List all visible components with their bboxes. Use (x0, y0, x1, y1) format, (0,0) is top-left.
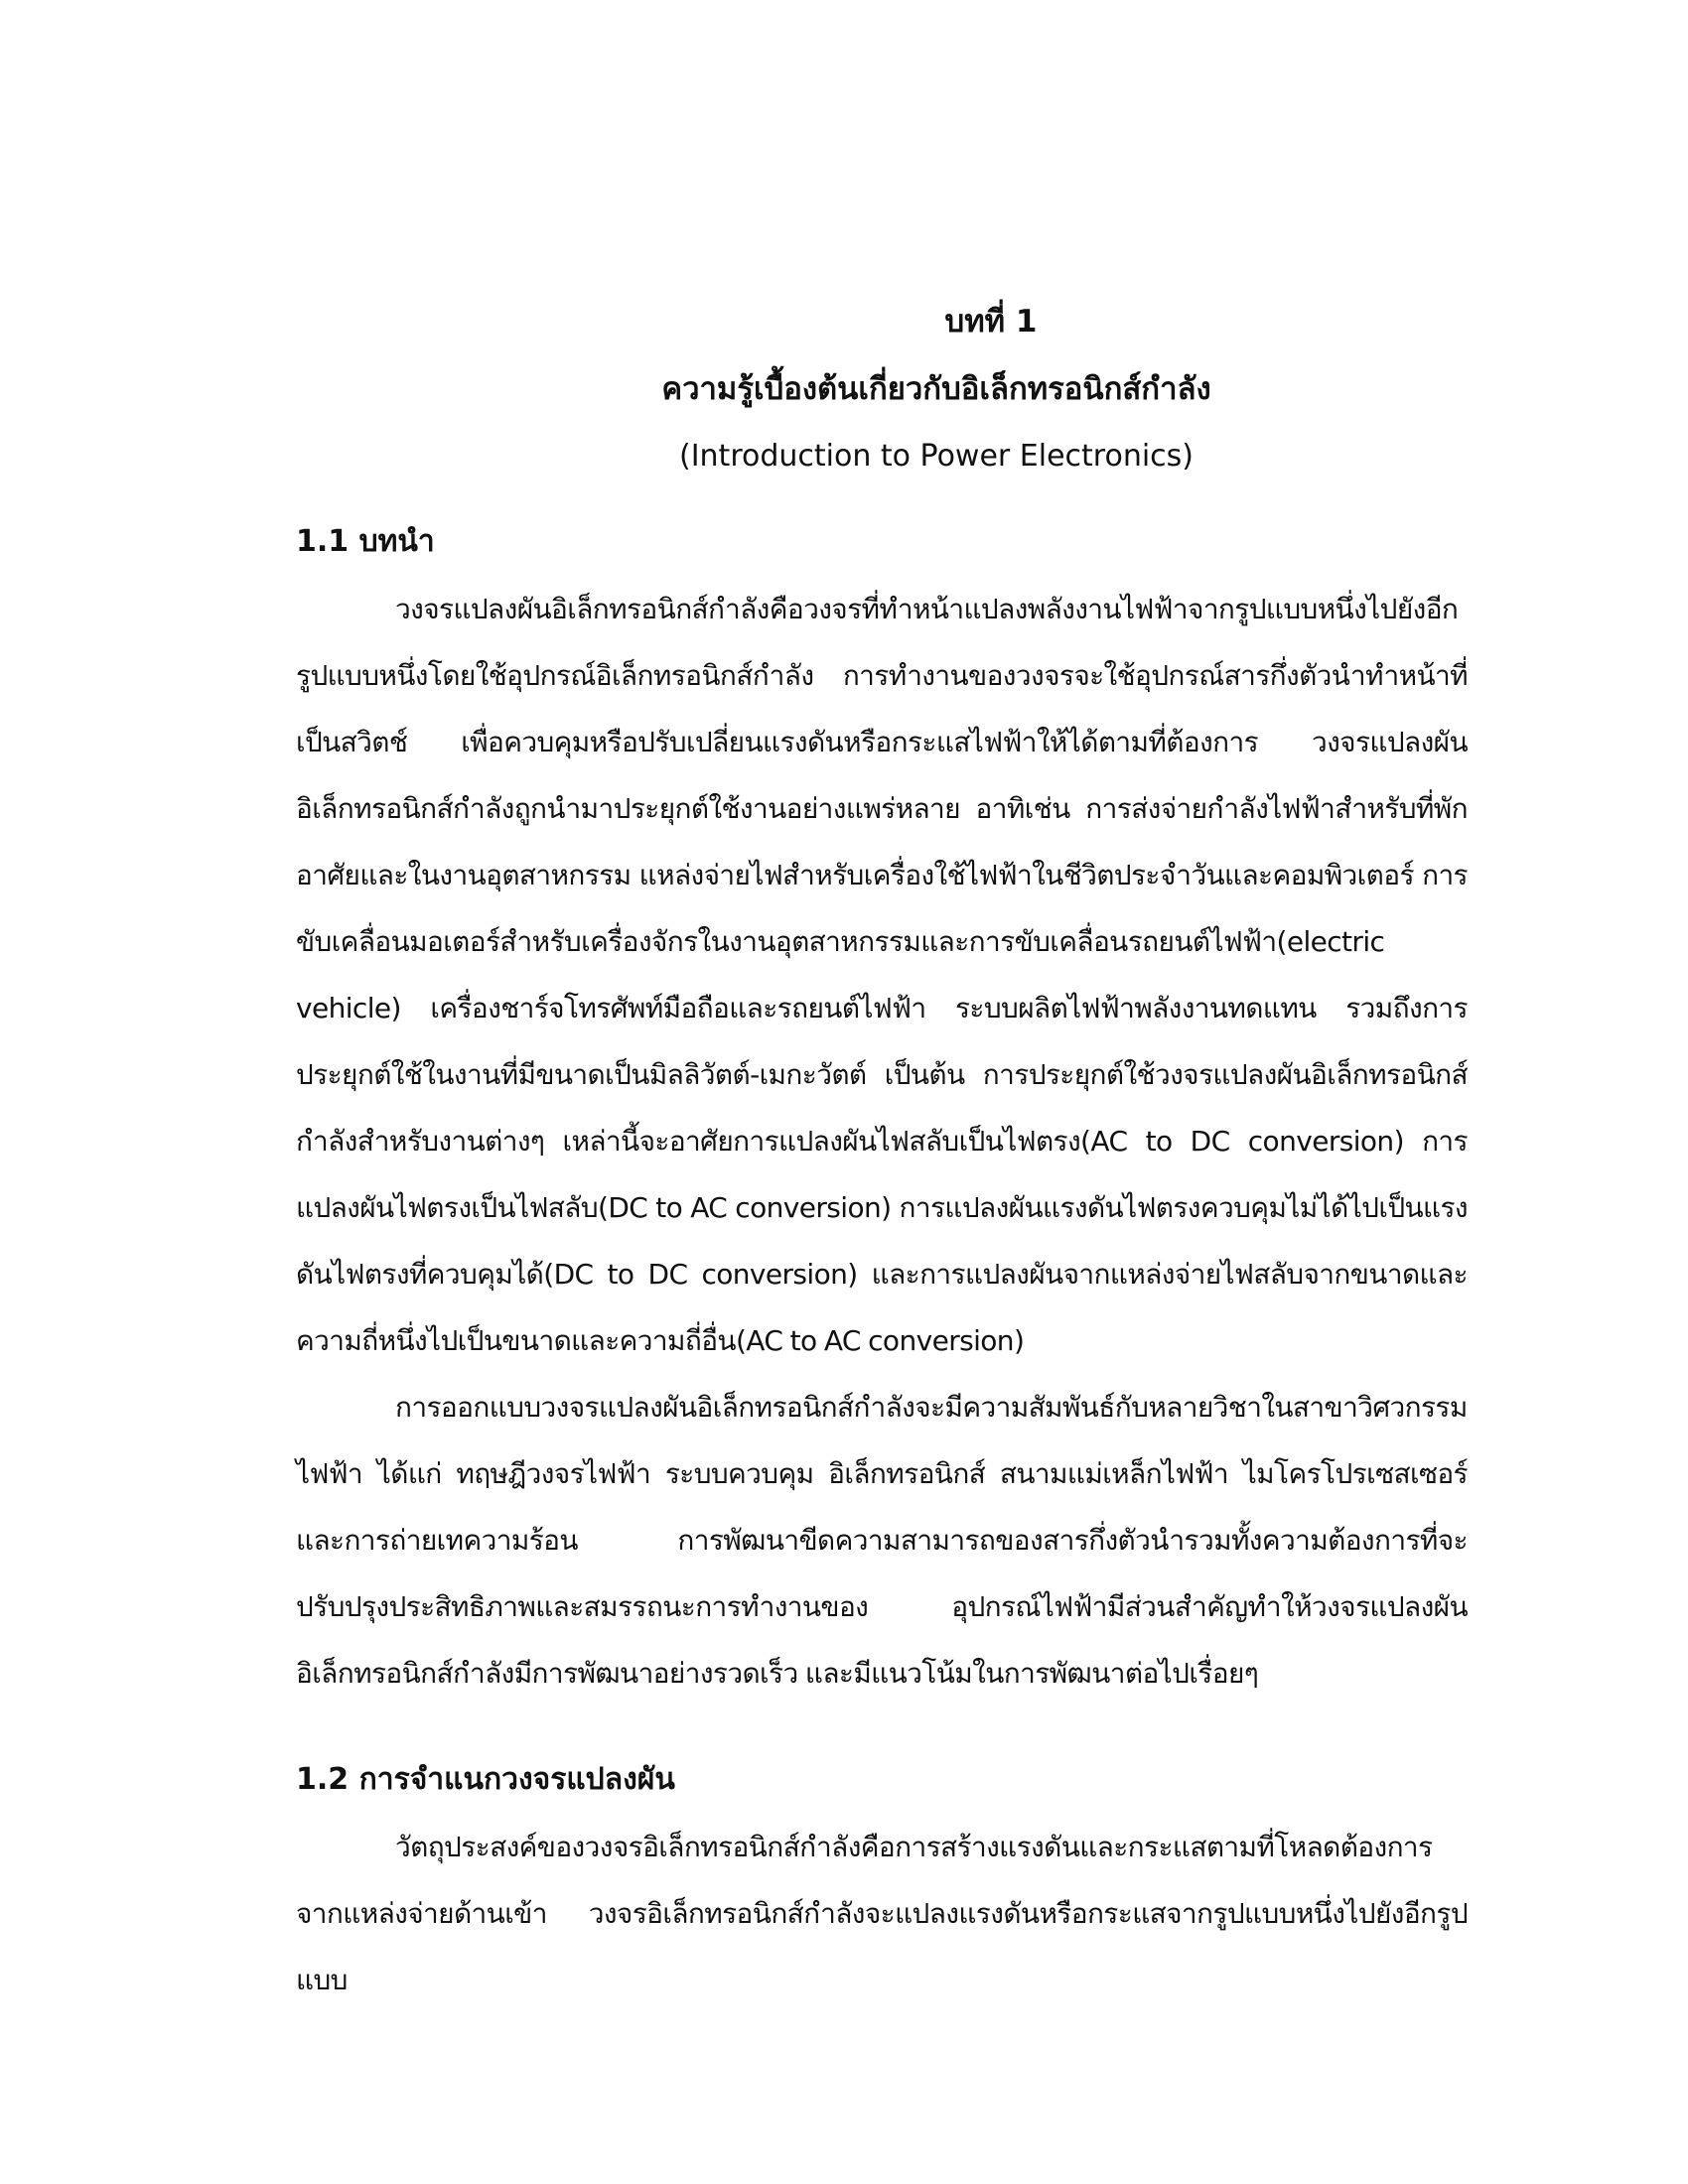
paragraph: การออกแบบวงจรแปลงผันอิเล็กทรอนิกส์กำลังจะมีความสัมพันธ์กับหลายวิชาในสาขาวิศวกรรมไฟฟ้า ได้แก่ ทฤษฎีวงจรไฟฟ้า ระบบควบคุม อิเล็กทรอนิกส์ สนามแม่เหล็กไฟฟ้า ไมโครโปรเซสเซอร์ และการถ่ายเทความร้อน การพัฒนาขีดความสามารถของสารกึ่งตัวนำรวมทั้งความต้องการที่จะปรับปรุงประสิทธิภาพและสมรรถนะการทำงานของ อุปกรณ์ไฟฟ้ามีส่วนสำคัญทำให้วงจรแปลงผันอิเล็กทรอนิกส์กำลังมีการพัฒนาอย่างรวดเร็ว และมีแนวโน้มในการพัฒนาต่อไปเรื่อยๆ (296, 1391, 1468, 1690)
section-heading: 1.2 การจำแนกวงจรแปลงผัน (296, 1762, 675, 1797)
section-converter-classification (296, 1746, 1468, 2013)
page-content (296, 288, 1468, 2013)
chapter-title: ความรู้เบื้องต้นเกี่ยวกับอิเล็กทรอนิกส์กำลัง (661, 371, 1211, 407)
section-introduction (296, 508, 1468, 1706)
chapter-number: บทที่ 1 (944, 304, 1038, 340)
paragraph: วัตถุประสงค์ของวงจรอิเล็กทรอนิกส์กำลังคือการสร้างแรงดันและกระแสตามที่โหลดต้องการจากแหล่งจ่ายด้านเข้า วงจรอิเล็กทรอนิกส์กำลังจะแปลงแรงดันหรือกระแสจากรูปแบบหนึ่งไปยังอีกรูปแบบ (296, 1831, 1468, 1996)
section-heading: 1.1 บทนำ (296, 524, 435, 559)
chapter-subtitle: (Introduction to Power Electronics) (678, 439, 1194, 474)
paragraph: วงจรแปลงผันอิเล็กทรอนิกส์กำลังคือวงจรที่ทำหน้าแปลงพลังงานไฟฟ้าจากรูปแบบหนึ่งไปยังอีกรูปแบบหนึ่งโดยใช้อุปกรณ์อิเล็กทรอนิกส์กำลัง การทำงานของวงจรจะใช้อุปกรณ์สารกึ่งตัวนำทำหน้าที่เป็นสวิตช์ เพื่อควบคุมหรือปรับเปลี่ยนแรงดันหรือกระแสไฟฟ้าให้ได้ตามที่ต้องการ วงจรแปลงผันอิเล็กทรอนิกส์กำลังถูกนำมาประยุกต์ใช้งานอย่างแพร่หลาย อาทิเช่น การส่งจ่ายกำลังไฟฟ้าสำหรับที่พักอาศัยและในงานอุตสาหกรรม แหล่งจ่ายไฟสำหรับเครื่องใช้ไฟฟ้าในชีวิตประจำวันและคอมพิวเตอร์ การขับเคลื่อนมอเตอร์สำหรับเครื่องจักรในงานอุตสาหกรรมและการขับเคลื่อนรถยนต์ไฟฟ้า(electric vehicle) เครื่องชาร์จโทรศัพท์มือถือและรถยนต์ไฟฟ้า ระบบผลิตไฟฟ้าพลังงานทดแทน รวมถึงการประยุกต์ใช้ในงานที่มีขนาดเป็นมิลลิวัตต์-เมกะวัตต์ เป็นต้น การประยุกต์ใช้วงจรแปลงผันอิเล็กทรอนิกส์กำลังสำหรับงานต่างๆ เหล่านี้จะอาศัยการแปลงผันไฟสลับเป็นไฟตรง(AC to DC conversion) การแปลงผันไฟตรงเป็นไฟสลับ(DC to AC conversion) การแปลงผันแรงดันไฟตรงควบคุมไม่ได้ไปเป็นแรงดันไฟตรงที่ควบคุมได้(DC to DC conversion) และการแปลงผันจากแหล่งจ่ายไฟสลับจากขนาดและความถี่หนึ่งไปเป็นขนาดและความถี่อื่น(AC to AC conversion) (296, 593, 1468, 1357)
